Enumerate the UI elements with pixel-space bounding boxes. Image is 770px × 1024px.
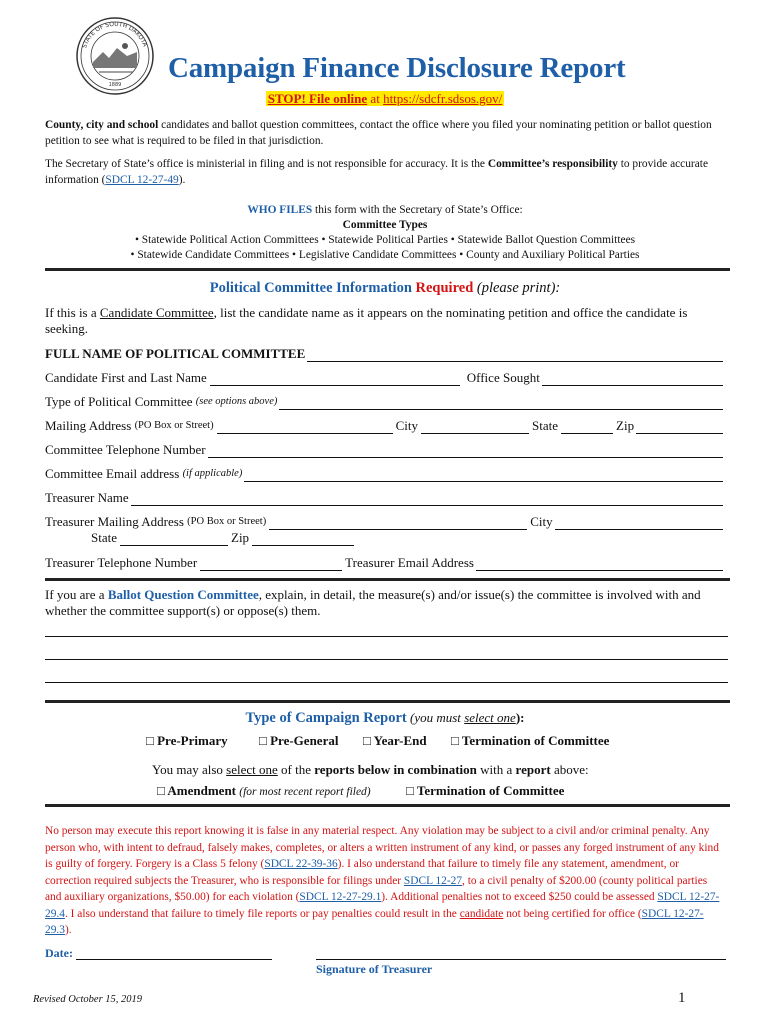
revised-date: Revised October 15, 2019: [33, 994, 143, 1005]
section-divider: [45, 578, 730, 581]
section-divider: [45, 804, 730, 807]
section-divider: [45, 268, 730, 271]
online-filing-link[interactable]: https://sdcfr.sdsos.gov/: [383, 91, 503, 106]
amendment-checkbox[interactable]: □ Amendment (for most recent report filed): [157, 783, 371, 798]
mailing-address-field[interactable]: Mailing Address (PO Box or Street) City State Zip: [45, 418, 725, 434]
report-type-heading: Type of Campaign Report (you must select one):: [245, 710, 525, 726]
state-seal-logo: [75, 16, 155, 96]
legal-disclaimer: No person may execute this report knowing it is false in any material respect. Any violation may be subject to a civil and/or criminal penalty. Any person who, with intent to defraud, falsely makes, completes, or alters a written instrument of any kind, or passes any forged instrument of any kind is guilty of forgery. Forgery is a Class 5 felony (SDCL 22-39-36). I also understand that failure to timely file any statement, amendment, or correction required subjects the Treasurer, who is responsible for filings under SDCL 12-27, to a civil penalty of $200.00 (county political parties and auxiliary organizations, $50.00) for each violation (SDCL 12-27-29.1). Additional penalties not to exceed $250 could be assessed SDCL 12-27-29.4. I also understand that failure to timely file reports or pay penalties could result in the candidate not being certified for office (SDCL 12-27-29.3).: [45, 825, 720, 936]
committee-info-heading: Political Committee Information Required (please print):: [209, 280, 561, 296]
section-divider: [45, 700, 730, 703]
intro-paragraph-2: The Secretary of State’s office is ministerial in filing and is not responsible for accuracy. It is the Committee’s responsibility to provide accurate information (SDCL 12-27-49).: [45, 158, 709, 186]
date-label: Date:: [45, 946, 73, 960]
who-files-block: WHO FILES this form with the Secretary of State’s Office: Committee Types • Statewide Political Action Committees • Statewide Political Parties • Statewide Ballot Question Committees • Statewide Candidate Committees • Legislative Candidate Committees • County and Auxiliary Political Parties: [0, 203, 770, 263]
treasurer-name-field[interactable]: Treasurer Name: [45, 490, 725, 506]
treasurer-phone-email-field[interactable]: Treasurer Telephone Number Treasurer Email Address: [45, 555, 725, 571]
date-field[interactable]: [76, 959, 272, 960]
stop-label: STOP! File online: [267, 91, 368, 106]
explanation-line[interactable]: [45, 659, 728, 660]
pre-general-checkbox[interactable]: □ Pre-General: [259, 733, 339, 748]
intro-paragraph-1: County, city and school candidates and ballot question committees, contact the office where you filed your nominating petition or ballot question petition to see what is required to be filed in that jurisdiction.: [45, 119, 712, 147]
svg-text:STATE OF SOUTH DAKOTA: STATE OF SOUTH DAKOTA: [81, 20, 149, 50]
committee-phone-field[interactable]: Committee Telephone Number: [45, 442, 725, 458]
candidate-instruction: If this is a Candidate Committee, list the candidate name as it appears on the nominating petition and office the candidate is seeking.: [45, 305, 688, 336]
full-name-field[interactable]: FULL NAME OF POLITICAL COMMITTEE: [45, 346, 725, 362]
stop-notice: STOP! File online at https://sdcfr.sdsos.gov/: [267, 91, 503, 106]
sdcl-link[interactable]: SDCL 12-27-49: [105, 173, 179, 186]
page-title: Campaign Finance Disclosure Report: [168, 52, 626, 84]
signature-field[interactable]: [316, 959, 726, 960]
year-end-checkbox[interactable]: □ Year-End: [363, 733, 427, 748]
committee-email-field[interactable]: Committee Email address (if applicable): [45, 466, 725, 482]
termination-checkbox[interactable]: □ Termination of Committee: [451, 733, 610, 748]
treasurer-state-zip-field[interactable]: State Zip: [45, 530, 725, 546]
pre-primary-checkbox[interactable]: □ Pre-Primary: [146, 733, 228, 748]
explanation-line[interactable]: [45, 636, 728, 637]
ballot-question-instruction: If you are a Ballot Question Committee, explain, in detail, the measure(s) and/or issue(s) the committee is involved with and whether the committee support(s) or oppose(s) them.: [45, 587, 701, 618]
signature-label: Signature of Treasurer: [316, 962, 433, 976]
treasurer-mailing-field[interactable]: Treasurer Mailing Address (PO Box or Street) City: [45, 514, 725, 530]
combination-instruction: You may also select one of the reports below in combination with a report above:: [152, 762, 589, 777]
committee-types-heading: Committee Types: [342, 219, 428, 231]
svg-text:1889: 1889: [108, 82, 122, 88]
combo-termination-checkbox[interactable]: □ Termination of Committee: [406, 783, 565, 798]
committee-type-field[interactable]: Type of Political Committee (see options above): [45, 394, 725, 410]
candidate-name-field[interactable]: Candidate First and Last Name Office Sought: [45, 370, 725, 386]
page-number: 1: [678, 990, 686, 1006]
explanation-line[interactable]: [45, 682, 728, 683]
